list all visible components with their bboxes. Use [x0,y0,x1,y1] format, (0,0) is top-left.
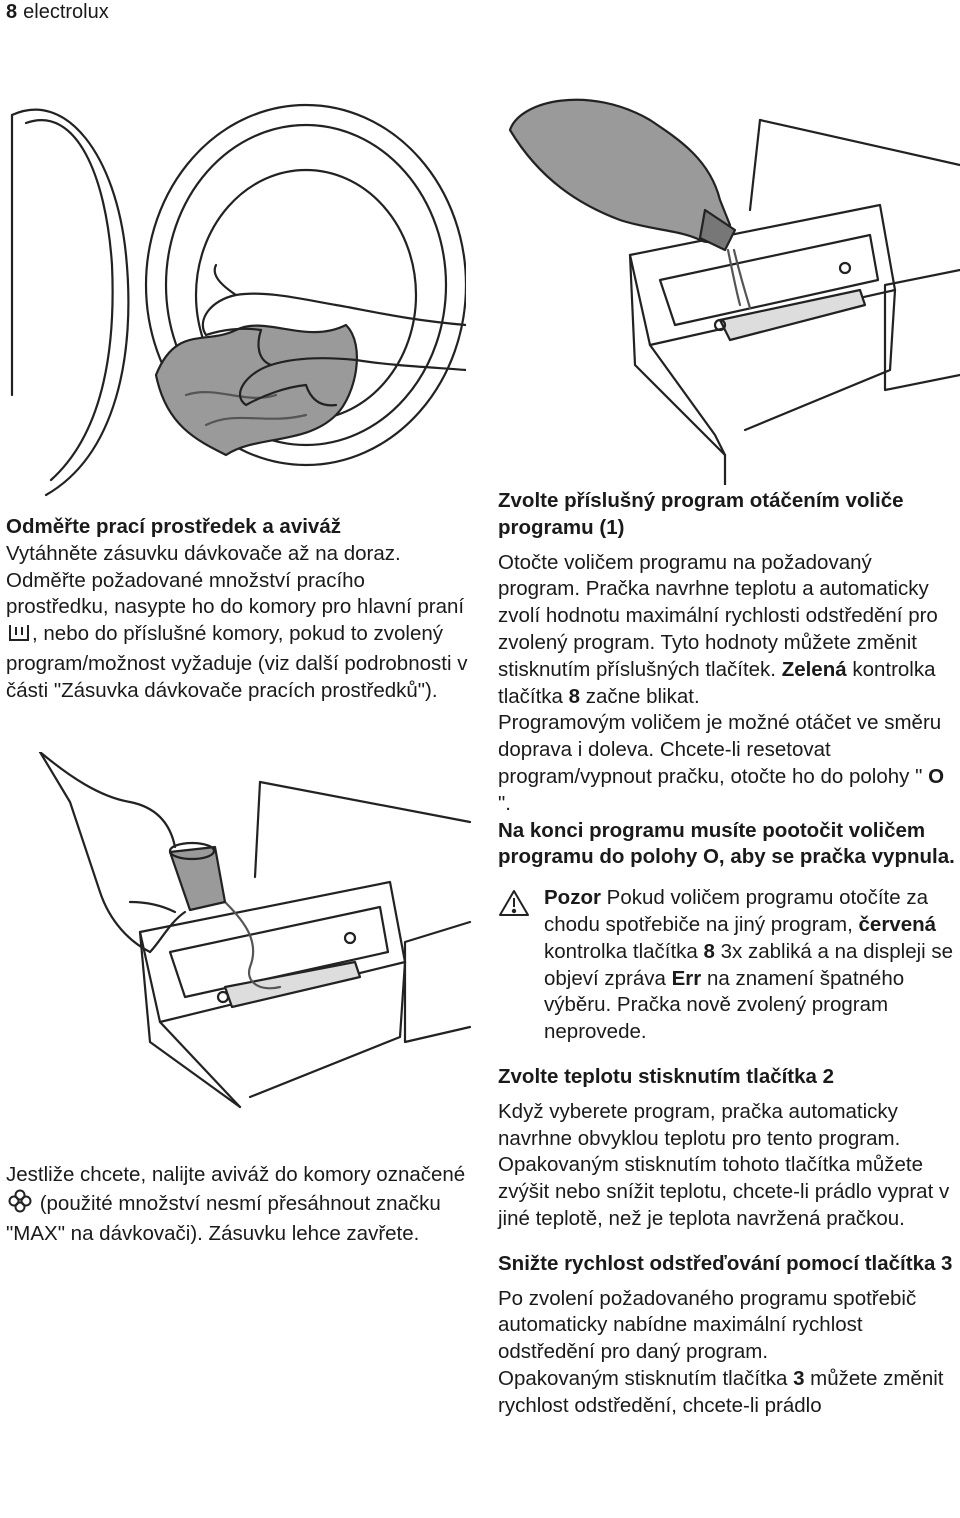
brand-name: electrolux [23,1,109,23]
left-column-section-softener [6,1162,468,1247]
section-title-measure-detergent: Odměřte prací prostředek a aviváž [6,515,341,538]
select-program-paragraph-1: Otočte voličem programu na požadovaný program. Pračka navrhne teplotu a automaticky zvolí hodnotu maximální rychlosti odstředění pro zvolený program. Tyto hodnoty můžete změnit stisknutím příslušných tlačítek. Zelená kontrolka tlačítka 8 začne blikat. [498,550,938,708]
measure-detergent-text: Vytáhněte zásuvku dávkovače až na doraz. Odměřte požadované množství pracího prostředku, nasypte ho do komory pro hlavní praní , nebo do příslušné komory, pokud to zvolený program/možnost vyžaduje (viz další podrobnosti v části "Zásuvka dávkovače pracích prostředků"). [6,541,468,702]
warning-box [498,885,956,1046]
spin-speed-paragraph-1: Po zvolení požadovaného programu spotřebič automaticky nabídne maximální rychlost odstředění pro daný program. [498,1286,917,1364]
spin-speed-paragraph-2: Opakovaným stisknutím tlačítka 3 můžete změnit rychlost odstředění, chcete-li prádlo [498,1366,944,1417]
left-column-section-measure [6,514,468,705]
softener-flower-icon [8,1189,32,1221]
section-title-select-program: Zvolte příslušný program otáčením voliče programu (1) [498,489,904,539]
right-column [498,488,956,1420]
section-title-select-temperature: Zvolte teplotu stisknutím tlačítka 2 [498,1064,835,1088]
illustration-pouring-detergent [500,90,960,485]
illustration-loading-laundry [6,95,466,505]
section-title-spin-speed: Snižte rychlost odstřeďování pomocí tlačítka 3 [498,1251,953,1275]
page-number: 8 [6,1,18,23]
main-wash-compartment-icon [8,623,30,651]
select-program-note-bold: Na konci programu musíte pootočit voličem programu do polohy O, aby se pračka vypnula. [498,818,955,869]
softener-text: Jestliže chcete, nalijte aviváž do komory označené (použité množství nesmí přesáhnout značku "MAX" na dávkovači). Zásuvku lehce zavřete. [6,1163,466,1245]
warning-triangle-icon [498,889,530,925]
page-header [6,0,109,24]
warning-text: Pozor Pokud voličem programu otočíte za chodu spotřebiče na jiný program, červená kontrolka tlačítka 8 3x zabliká a na displeji se objeví zpráva Err na znamení špatného výběru. Pračka nově zvolený program neprovede. [544,886,954,1044]
illustration-pouring-softener [10,752,475,1112]
select-temperature-text: Když vyberete program, pračka automaticky navrhne obvyklou teplotu pro tento program. Opakovaným stisknutím tohoto tlačítka můžete zvýšit nebo snížit teplotu, chcete-li prádlo vyprat v jiné teplotě, než je teplota navržená pračkou. [498,1099,950,1230]
select-program-paragraph-2: Programovým voličem je možné otáčet ve směru doprava i doleva. Chcete-li resetovat program/vypnout pračku, otočte ho do polohy " O ". [498,711,945,815]
